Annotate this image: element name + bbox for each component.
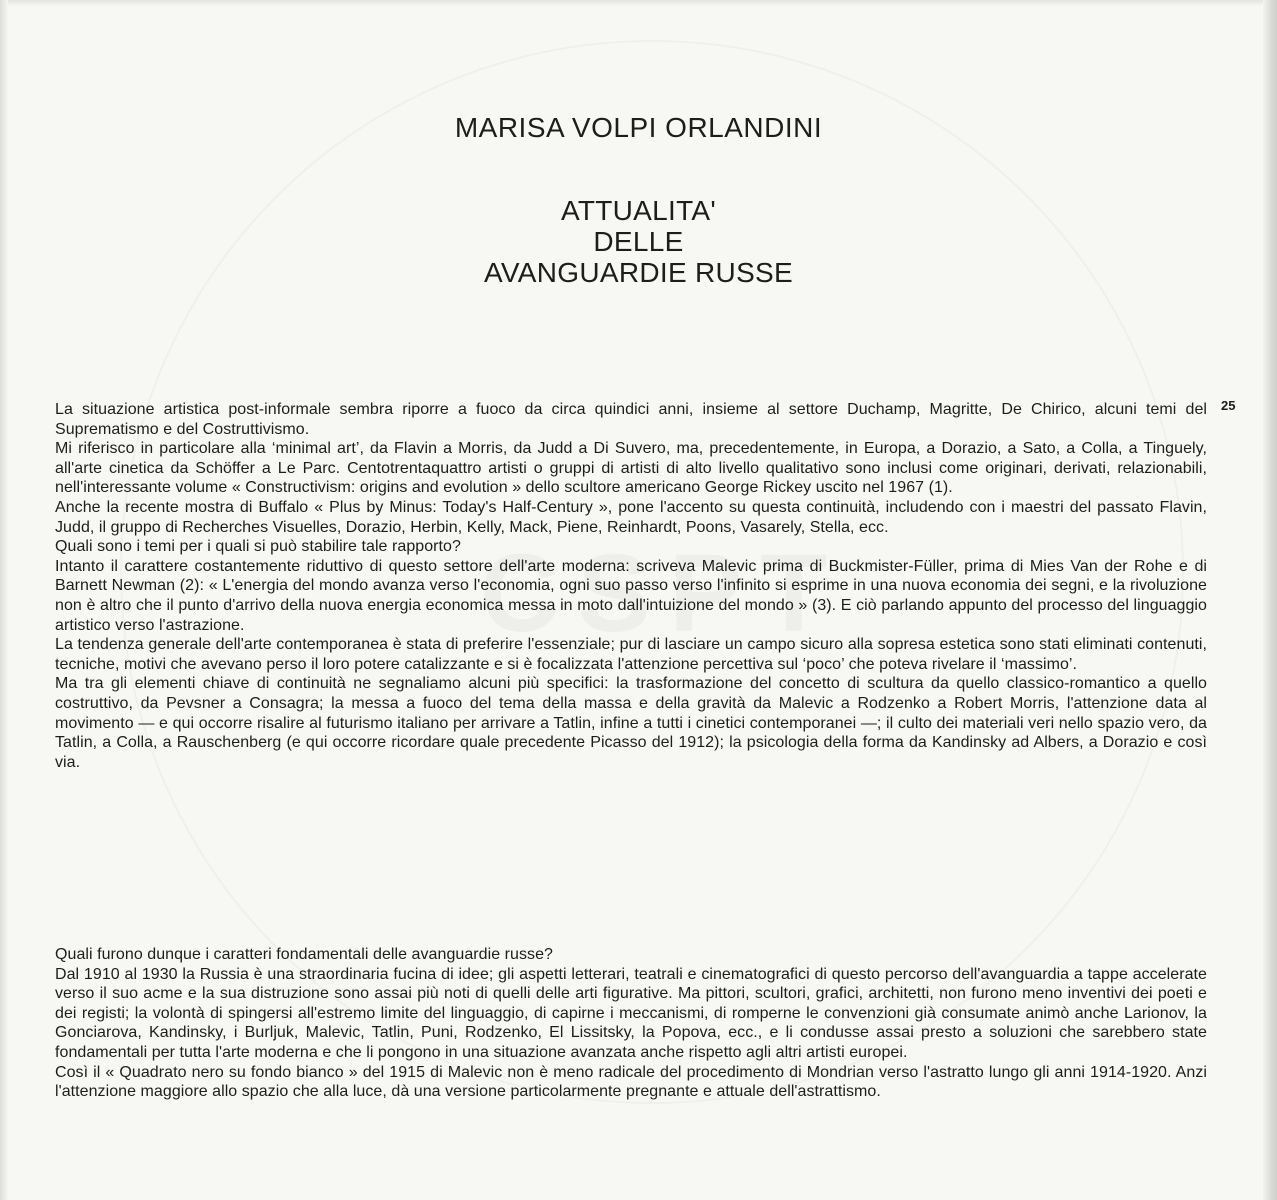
title-line: DELLE xyxy=(593,226,684,257)
paragraph: Anche la recente mostra di Buffalo « Plus by Minus: Today's Half-Century », pone l'accento su questa continuità, includendo con i maestri del passato Flavin, Judd, il gruppo di Recherches Visuelles, Dorazio, Herbin, Kelly, Mack, Piene, Reinhardt, Poons, Vasarely, Stella, ecc. xyxy=(55,498,1207,536)
paragraph: Quali sono i temi per i quali si può stabilire tale rapporto? xyxy=(55,538,461,556)
text-section-1 xyxy=(55,400,1207,772)
paragraph: Ma tra gli elementi chiave di continuità ne segnaliamo alcuni più specifici: la trasformazione del concetto di scultura da quello classico-romantico a quello costruttivo, da Pevsner a Consagra; la messa a fuoco del tema della massa e della gravità da Malevic a Rodzenko a Robert Morris, l'attenzione data al movimento — e qui occorre risalire al futurismo italiano per arrivare a Tatlin, infine a tutti i cinetici contemporanei —; il culto dei materiali veri nello spazio vero, da Tatlin, a Colla, a Rauschenberg (e qui occorre ricordare quale precedente Picasso del 1912); la psicologia della forma da Kandinsky ad Albers, a Dorazio e così via. xyxy=(55,675,1207,771)
paragraph: Dal 1910 al 1930 la Russia è una straordinaria fucina di idee; gli aspetti letterari, teatrali e cinematografici di questo percorso dell'avanguardia a tappe accelerate verso il suo acme e la sua distruzione sono assai più noti di quelli delle arti figurative. Ma pittori, scultori, grafici, architetti, non furono meno inventivi dei poeti e dei registi; la volontà di spingersi all'estremo limite del linguaggio, di capirne i meccanismi, di romperne le convenzioni già consumate animò anche Larionov, la Gonciarova, Kandinsky, i Burljuk, Malevic, Tatlin, Puni, Rodzenko, El Lissitsky, la Popova, ecc., e li condusse assai presto a soluzioni che sarebbero state fondamentali per tutta l'arte moderna e che li pongono in una situazione avanzata anche rispetto agli altri artisti europei. xyxy=(55,965,1207,1061)
paragraph: Intanto il carattere costantemente riduttivo di questo settore dell'arte moderna: scriveva Malevic prima di Buckmister-Füller, prima di Mies Van der Rohe e di Barnett Newman (2): « L'energia del mondo avanza verso l'economia, ogni suo passo verso l'infinito si esprime in una nuova economia dei segni, e la rivoluzione non è altro che il punto d'arrivo della nuova energia economica messa in moto dall'intuizione del mondo » (3). E ciò parlando appunto del processo del linguaggio artistico verso l'astrazione. xyxy=(55,557,1207,634)
title-line: AVANGUARDIE RUSSE xyxy=(483,257,793,288)
page-right-edge xyxy=(1263,0,1277,1200)
paragraph: Quali furono dunque i caratteri fondamentali delle avanguardie russe? xyxy=(55,946,553,963)
title-line: ATTUALITA' xyxy=(560,195,717,226)
article-title xyxy=(0,195,1277,288)
page-left-edge xyxy=(0,0,8,1200)
paragraph: Mi riferisco in particolare alla ‘minimal art’, da Flavin a Morris, da Judd a Di Suvero, ma, precedentemente, in Europa, a Dorazio, a Sato, a Colla, a Tinguely, all'arte cinetica da Schöffer a Le Parc. Centotrentaquattro artisti o gruppi di artisti di alto livello qualitativo sono inclusi come originari, derivati, relazionabili, nell'interessante volume « Constructivism: origins and evolution » dello scultore americano George Rickey uscito nel 1967 (1). xyxy=(55,440,1207,497)
author-name: MARISA VOLPI ORLANDINI xyxy=(454,112,823,143)
page-number: 25 xyxy=(1221,398,1236,413)
paragraph: La situazione artistica post-informale sembra riporre a fuoco da circa quindici anni, insieme al settore Duchamp, Magritte, De Chirico, alcuni temi del Suprematismo e del Costruttivismo. xyxy=(55,401,1207,438)
paragraph: Così il « Quadrato nero su fondo bianco » del 1915 di Malevic non è meno radicale del procedimento di Mondrian verso l'astratto lungo gli anni 1914-1920. Anzi l'attenzione maggiore allo spazio che alla luce, dà una versione particolarmente pregnante e attuale dell'astrattismo. xyxy=(55,1063,1207,1101)
paragraph: La tendenza generale dell'arte contemporanea è stata di preferire l'essenziale; pur di lasciare un campo sicuro alla sopresa estetica sono stati eliminati contenuti, tecniche, motivi che avevano perso il loro potere catalizzante e si è focalizzata l'attenzione percettiva sul ‘poco’ che poteva rivelare il ‘massimo’. xyxy=(55,636,1207,673)
page-top-edge xyxy=(0,0,1277,6)
text-section-2 xyxy=(55,945,1207,1102)
